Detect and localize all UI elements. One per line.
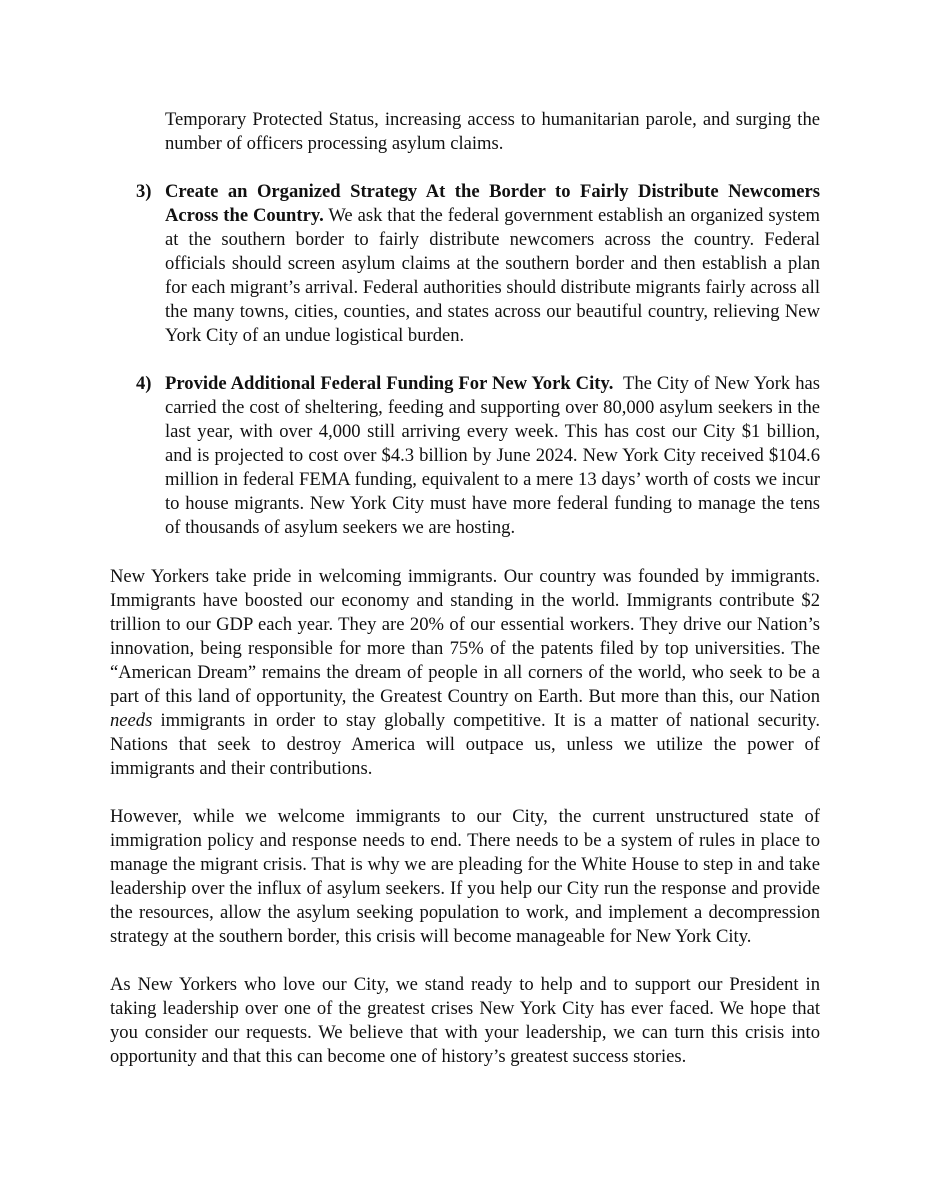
policy-paragraph: However, while we welcome immigrants to our City, the current unstructured state of immigration policy and response needs to end. There needs to be a system of rules in place to manage the migrant crisis. That is why we are pleading for the White House to step in and take leadership over the influx of asylum seekers. If you help our City run the response and provide the resources, allow the asylum seeking population to work, and implement a decompression strategy at the southern border, this crisis will become manageable for New York City. — [110, 806, 820, 947]
request-text: We ask that the federal government establish an organized system at the southern border to fairly distribute newcomers across the country. Federal officials should screen asylum claims at the southern border and then establish a plan for each migrant’s arrival. Federal authorities should distribute migrants fairly across all the many towns, cities, counties, and states across our beautiful country, relieving New York City of an undue logistical burden. — [165, 205, 820, 346]
request-number: 3) — [136, 181, 152, 202]
immigrants-paragraph — [110, 565, 820, 781]
paragraph-text-end: immigrants in order to stay globally competitive. It is a matter of national security. Nations that seek to destroy America will outpace us, unless we utilize the power of immigrants and their contributions. — [110, 710, 820, 779]
request-text: The City of New York has carried the cost of sheltering, feeding and supporting over 80,000 asylum seekers in the last year, with over 4,000 still arriving every week. This has cost our City $1 billion, and is projected to cost over $4.3 billion by June 2024. New York City received $104.6 million in federal FEMA funding, equivalent to a mere 13 days’ worth of costs we incur to house migrants. New York City must have more federal funding to manage the tens of thousands of asylum seekers we are hosting. — [165, 373, 825, 538]
request-body — [165, 180, 820, 348]
request-number: 4) — [136, 373, 152, 394]
request-body — [165, 372, 825, 540]
emphasis-text: needs — [110, 710, 153, 731]
paragraph-text-start: New Yorkers take pride in welcoming immigrants. Our country was founded by immigrants. Immigrants have boosted our economy and standing in the world. Immigrants contribute $2 trillion to our GDP each year. They are 20% of our essential workers. They drive our Nation’s innovation, being responsible for more than 75% of the patents filed by top universities. The “American Dream” remains the dream of people in all corners of the world, who seek to be a part of this land of opportunity, the Greatest Country on Earth. But more than this, our Nation — [110, 566, 820, 707]
request-heading: Create an Organized Strategy At the Border to Fairly Distribute Newcomers Across the Country. — [165, 181, 820, 226]
closing-paragraph: As New Yorkers who love our City, we stand ready to help and to support our President in taking leadership over one of the greatest crises New York City has ever faced. We hope that you consider our requests. We believe that with your leadership, we can turn this crisis into opportunity and that this can become one of history’s greatest success stories. — [110, 974, 820, 1067]
request-heading: Provide Additional Federal Funding For New York City. — [165, 373, 614, 394]
continuation-paragraph: Temporary Protected Status, increasing access to humanitarian parole, and surging the number of officers processing asylum claims. — [165, 109, 820, 154]
